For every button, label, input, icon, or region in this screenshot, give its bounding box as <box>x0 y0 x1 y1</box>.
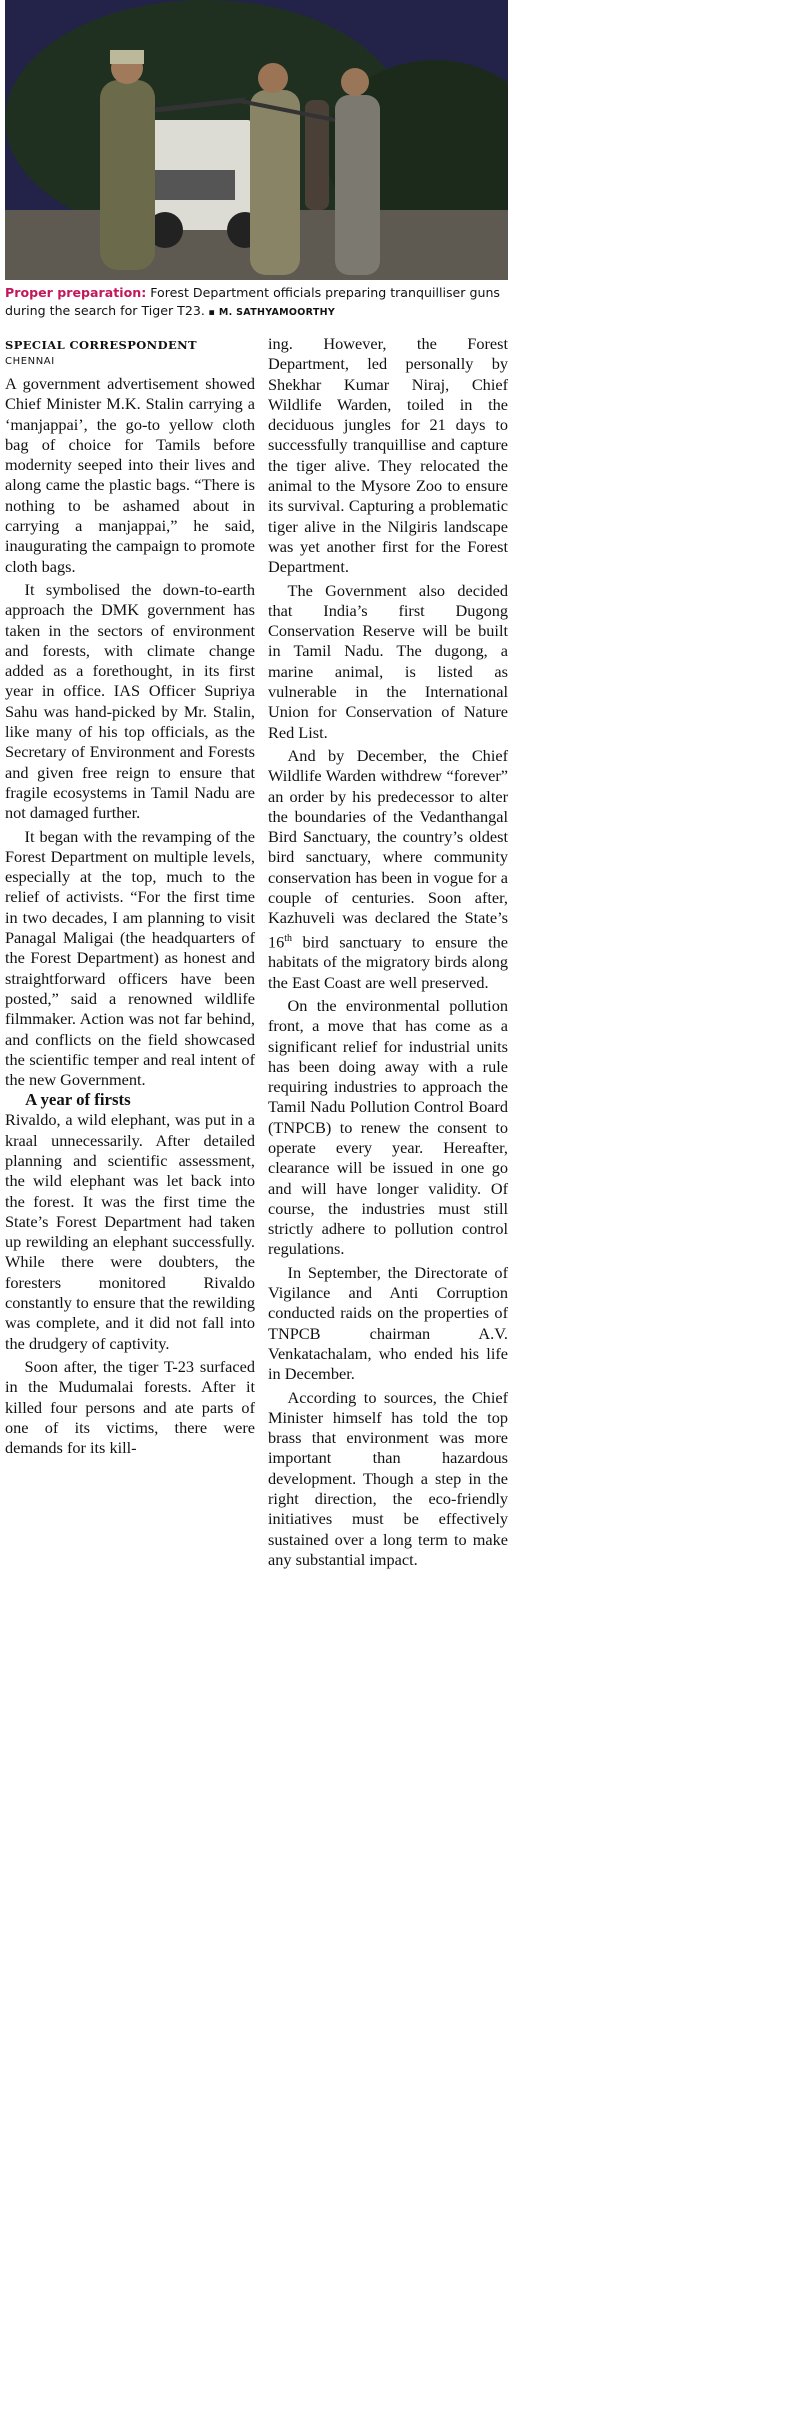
article-paragraph: In September, the Directorate of Vigilance and Anti Corruption conducted raids on the properties of TNPCB chairman A.V. Venkatachalam, who ended his life in December. <box>268 1262 508 1384</box>
ordinal-suffix: th <box>284 932 293 944</box>
subheading: A year of firsts <box>25 1090 131 1110</box>
photo-of-forest-officials <box>5 0 508 280</box>
article-paragraph: According to sources, the Chief Minister himself has told the top brass that environment was more important than hazardous development. Though a step in the right direction, the eco-friendly initiatives must be effectively sustained over a long term to make any substantial impact. <box>268 1387 508 1569</box>
article-paragraph: A government advertisement showed Chief Minister M.K. Stalin carrying a ‘manjappai’, the go-to yellow cloth bag of choice for Tamils before modernity seeped into their lives and along came the plastic bags. “There is nothing to be ashamed about in carrying a manjappai,” he said, inaugurating the campaign to promote cloth bags. <box>5 374 255 576</box>
article-paragraph: The Government also decided that India’s first Dugong Conservation Reserve will be built in Tamil Nadu. The dugong, a marine animal, is listed as vulnerable in the International Union for Conservation of Nature Red List. <box>268 580 508 742</box>
article-paragraph: It began with the revamping of the Forest Department on multiple levels, especially at the top, much to the relief of activists. “For the first time in two decades, I am planning to visit Panagal Maligai (the headquarters of the Forest Department) as honest and straightforward officers have been posted,” said a renowned wildlife filmmaker. Action was not far behind, and conflicts on the field showcased the scientific temper and real intent of the new Government. <box>5 826 255 1090</box>
paragraph-text: bird sanctuary to ensure the habitats of the migratory birds along the East Coast are well preserved. <box>268 932 508 992</box>
article-paragraph: Soon after, the tiger T-23 surfaced in the Mudumalai forests. After it killed four persons and ate parts of one of its victims, there were demands for its kill- <box>5 1356 255 1458</box>
caption-lead: Proper preparation: <box>5 285 147 300</box>
paragraph-text: And by December, the Chief Wildlife Warden withdrew “forever” an order by his predecessor to alter the boundaries of the Vedanthangal Bird Sanctuary, the country’s oldest bird sanctuary, where community conservation has been in vogue for a couple of centuries. Soon after, Kazhuveli was declared the State’s 16 <box>268 745 508 952</box>
article-column-left <box>5 374 255 1458</box>
photo-caption <box>5 284 510 322</box>
photo-credit: ▪ M. SATHYAMOORTHY <box>204 307 336 318</box>
dateline: CHENNAI <box>5 356 55 367</box>
article-paragraph <box>268 746 508 993</box>
news-photo <box>5 0 508 280</box>
article-paragraph: Rivaldo, a wild elephant, was put in a kraal unnecessarily. After detailed planning and scientific assessment, the wild elephant was let back into the forest. It was the first time the State’s Forest Department had taken up rewilding an elephant successfully. While there were doubters, the foresters monitored Rivaldo constantly to ensure that the rewilding was complete, and it did not fall into the drudgery of captivity. <box>5 1110 255 1353</box>
article-column-right <box>268 334 508 1570</box>
caption-text: Forest Department officials preparing tranquilliser guns during the search for Tiger T23. <box>5 285 500 318</box>
article-paragraph: It symbolised the down-to-earth approach the DMK government has taken in the sectors of environment and forests, with climate change added as a forethought, in its first year in office. IAS Officer Supriya Sahu was hand-picked by Mr. Stalin, like many of his top officials, as the Secretary of Environment and Forests and given free reign to ensure that fragile ecosystems in Tamil Nadu are not damaged further. <box>5 579 255 823</box>
article-paragraph: On the environmental pollution front, a move that has come as a significant relief for industrial units has been doing away with a rule requiring industries to approach the Tamil Nadu Pollution Control Board (TNPCB) to renew the consent to operate every year. Hereafter, clearance will be issued in one go and will have longer validity. Of course, the industries must still strictly adhere to pollution control regulations. <box>268 995 508 1259</box>
article-paragraph: ing. However, the Forest Department, led personally by Shekhar Kumar Niraj, Chief Wildlife Warden, toiled in the deciduous jungles for 21 days to successfully tranquillise and capture the tiger alive. They relocated the animal to the Mysore Zoo to ensure its survival. Capturing a problematic tiger alive in the Nilgiris landscape was yet another first for the Forest Department. <box>268 334 508 577</box>
byline: SPECIAL CORRESPONDENT <box>5 338 198 352</box>
